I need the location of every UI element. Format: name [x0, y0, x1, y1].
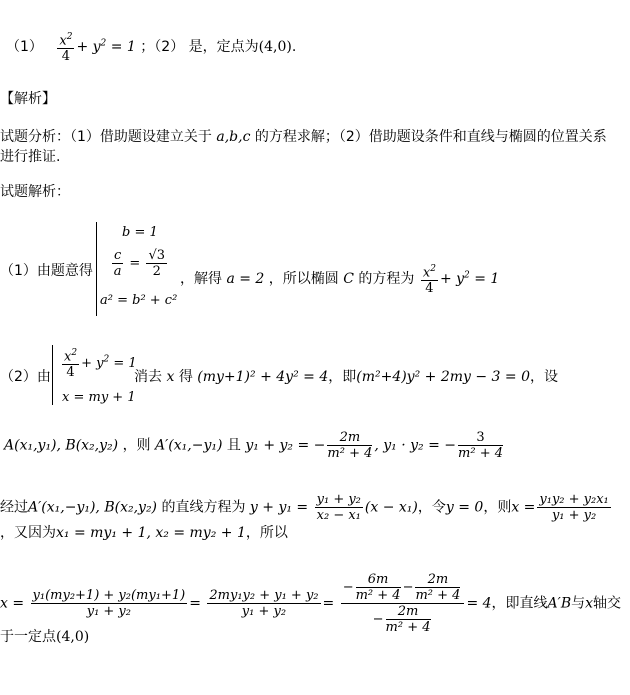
step2-sum-frac: $\frac{2m}{\text{m² + 4}}$: [327, 430, 373, 461]
step2-brace: [52, 345, 53, 405]
step4-concl: ，即直线: [491, 595, 548, 612]
step4-ab: A′B: [547, 595, 572, 612]
step1-ellipse-frac: $\frac{x^2}{4}$: [422, 264, 436, 297]
step3-points: A′(x₁,−y₁), B(x₂,y₂): [28, 499, 158, 516]
step2-eq2: x = my + 1: [62, 390, 136, 405]
step1-solve: ，解得: [180, 271, 222, 288]
step4-x: x: [585, 595, 594, 612]
step3-subs: x₁ = my₁ + 1, x₂ = my₂ + 1: [56, 525, 246, 541]
step1-brace: [96, 222, 97, 316]
step2-then: ，则: [122, 437, 151, 454]
step4-frac-3: − $\frac{6m}{\text{m² + 4}}$ − $\frac{2m}{\text{m² + 4}}$ − $\frac{2m}{\text{m² + 4}}$: [341, 572, 465, 635]
step3-so: ，所以: [245, 525, 288, 541]
final-line: [0, 628, 89, 646]
step3-also: ，又因为: [0, 525, 56, 541]
answer-part2-text: 是，定点为: [188, 39, 259, 56]
analysis-line-1: [0, 128, 607, 146]
answer-part1-label: （1）: [6, 39, 43, 56]
step2-points-line: [4, 430, 505, 461]
step1-label: （1）由题意得: [0, 263, 93, 279]
step2-x: x: [166, 369, 175, 385]
step2-points: A(x₁,y₁), B(x₂,y₂): [4, 437, 119, 454]
analysis-heading: 【解析】: [0, 91, 56, 107]
step1-result: ，解得 a = 2 ，所以椭圆 C 的方程为 $\frac{x^2}{4}$ + $y^2 = 1$: [180, 264, 500, 297]
step4-result: = 4: [466, 595, 492, 612]
step1-eq2: $\frac{c}{a}$ = $\frac{√3}{2}$: [113, 248, 166, 279]
step1-so: ，所以椭圆: [268, 271, 339, 288]
step4-with: 与: [571, 595, 586, 612]
analysis-vars: a,b,c: [216, 129, 251, 145]
step2-expr2: (m²+4)y² + 2my − 3 = 0: [356, 369, 531, 385]
step4-frac-2: $\frac{\text{2my₁y₂ + y₁ + y₂}}{\text{y₁ + y₂}}$: [209, 588, 319, 619]
step1-eqof: 的方程为: [358, 271, 415, 288]
step2-she: ，设: [530, 369, 559, 385]
analysis-text-a: 试题分析：（1）借助题设建立关于: [0, 129, 212, 145]
step2-line: [134, 368, 558, 386]
step3-let: ，令: [417, 499, 446, 516]
step4-line: x = $\frac{\text{y₁(my₂+1) + y₂(my₁+1)}}{\text{y₁ + y₂}}$ = $\frac{\text{2my₁y₂ + y₁ + y₂}}{\text{y₁ + y₂}}$ = − $\frac{6m}{\text{m² + 4}}$ − $\frac{2m}{\text{m² + 4}}$ − $\frac{2m}{\text{m² + 4}}$ = 4，即直线A′B与x轴交: [0, 572, 622, 635]
answer-end: .: [291, 39, 297, 56]
step2-get: 得: [178, 369, 193, 385]
step2-and: 且: [226, 437, 241, 454]
step3-y0: y = 0: [445, 499, 484, 516]
step2-elim: 消去: [134, 369, 162, 385]
step3-x-frac: $\frac{\text{y₁y₂ + y₂x₁}}{\text{y₁ + y₂}}$: [539, 492, 609, 523]
step1-eq1: b = 1: [122, 225, 158, 240]
step4-xeq: x =: [0, 595, 25, 612]
final-text: 于一定点: [0, 629, 56, 645]
solution-label: 试题解析：: [0, 184, 70, 200]
answer-point: (4,0): [258, 39, 292, 56]
step2-prod-frac: $\frac{3}{\text{m² + 4}}$: [458, 430, 503, 461]
step2-expr1: (my+1)² + 4y² = 4: [197, 369, 329, 385]
step3-lhs: y + y₁ =: [249, 499, 309, 516]
step3-xeq: x =: [511, 499, 536, 516]
step1-eq3: a² = b² + c²: [100, 293, 178, 308]
answer-fraction: $\frac{x^2}{4}$: [59, 32, 73, 65]
step4-frac-1: $\frac{\text{y₁(my₂+1) + y₂(my₁+1)}}{\text{y₁ + y₂}}$: [32, 588, 186, 619]
step4-axis: 轴交: [593, 595, 622, 612]
step2-eq1: $\frac{x^2}{4}$ + $y^2 = 1$: [64, 348, 137, 381]
final-point: (4,0): [56, 629, 90, 645]
step2-prod-lhs: , y₁ · y₂ = −: [374, 437, 457, 454]
answer-eq-tail: + $y^2 = 1$: [76, 38, 136, 56]
step3-then: ，则: [483, 499, 512, 516]
step3-slope-frac: $\frac{\text{y₁ + y₂}}{\text{x₂ − x₁}}$: [316, 492, 361, 523]
step1-a-value: a = 2: [226, 271, 265, 288]
step3-subs-line: [0, 524, 288, 542]
analysis-line-2: 进行推证.: [0, 149, 61, 165]
step3-line: [0, 492, 613, 523]
analysis-text-b: 的方程求解；（2）借助题设条件和直线与椭圆的位置关系: [254, 129, 607, 145]
step3-tail: (x − x₁): [364, 499, 418, 516]
step2-sum-lhs: y₁ + y₂ = −: [245, 437, 326, 454]
step2-aprime: A′(x₁,−y₁): [155, 437, 223, 454]
step3-through: 经过: [0, 499, 28, 516]
step3-line-is: 的直线方程为: [161, 499, 246, 516]
answer-line: [6, 30, 296, 64]
answer-part2-label: ；（2）: [140, 39, 185, 56]
step2-ji: ，即: [328, 369, 357, 385]
step2-label: （2）由: [0, 369, 51, 385]
step1-C: C: [343, 271, 354, 288]
